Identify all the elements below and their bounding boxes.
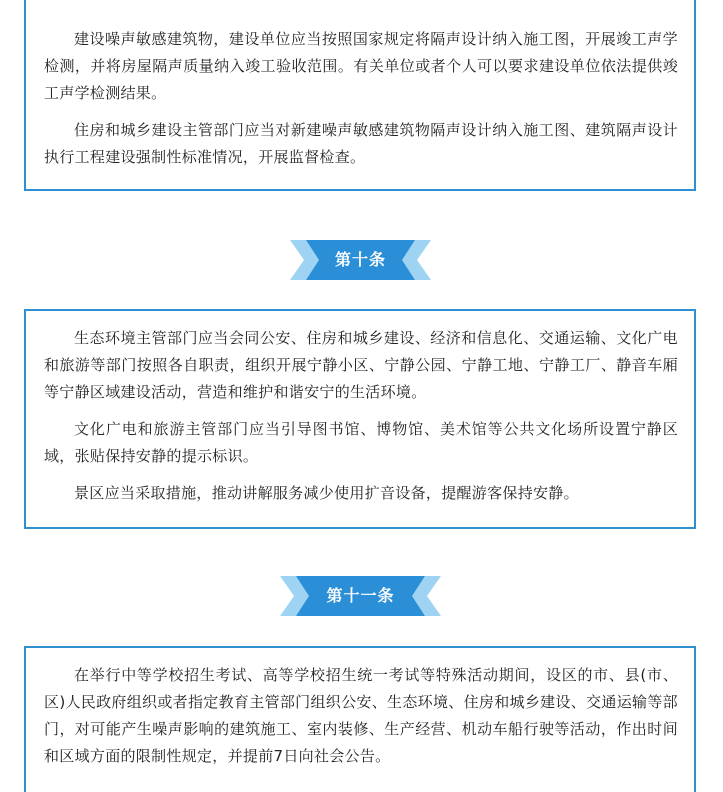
paragraph: 生态环境主管部门应当会同公安、住房和城乡建设、经济和信息化、交通运输、文化广电和旅游等部门按照各自职责，组织开展宁静小区、宁静公园、宁静工地、宁静工厂、静音车厢等宁静区域建设活动，营造和维护和谐安宁的生活环境。 [44,329,678,401]
article-10-banner [0,240,723,280]
article-9-text-box [24,0,696,191]
paragraph: 建设噪声敏感建筑物，建设单位应当按照国家规定将隔声设计纳入施工图，开展竣工声学检测，并将房屋隔声质量纳入竣工验收范围。有关单位或者个人可以要求建设单位依法提供竣工声学检测结果。 [44,30,678,102]
article-10-title: 第十条 [334,250,386,269]
paragraph: 住房和城乡建设主管部门应当对新建噪声敏感建筑物隔声设计纳入施工图、建筑隔声设计执行工程建设强制性标准情况，开展监督检查。 [44,121,678,166]
article-10-text-box [24,309,696,529]
article-11-banner [0,576,723,616]
paragraph: 文化广电和旅游主管部门应当引导图书馆、博物馆、美术馆等公共文化场所设置宁静区域，张贴保持安静的提示标识。 [44,420,678,465]
article-11-title: 第十一条 [326,586,395,605]
article-11-text-box [24,646,696,792]
paragraph: 景区应当采取措施，推动讲解服务减少使用扩音设备，提醒游客保持安静。 [74,484,579,502]
paragraph: 在举行中等学校招生考试、高等学校招生统一考试等特殊活动期间，设区的市、县(市、区)人民政府组织或者指定教育主管部门组织公安、生态环境、住房和城乡建设、交通运输等部门，对可能产生噪声影响的建筑施工、室内装修、生产经营、机动车船行驶等活动，作出时间和区域方面的限制性规定，并提前7日向社会公告。 [44,666,678,765]
